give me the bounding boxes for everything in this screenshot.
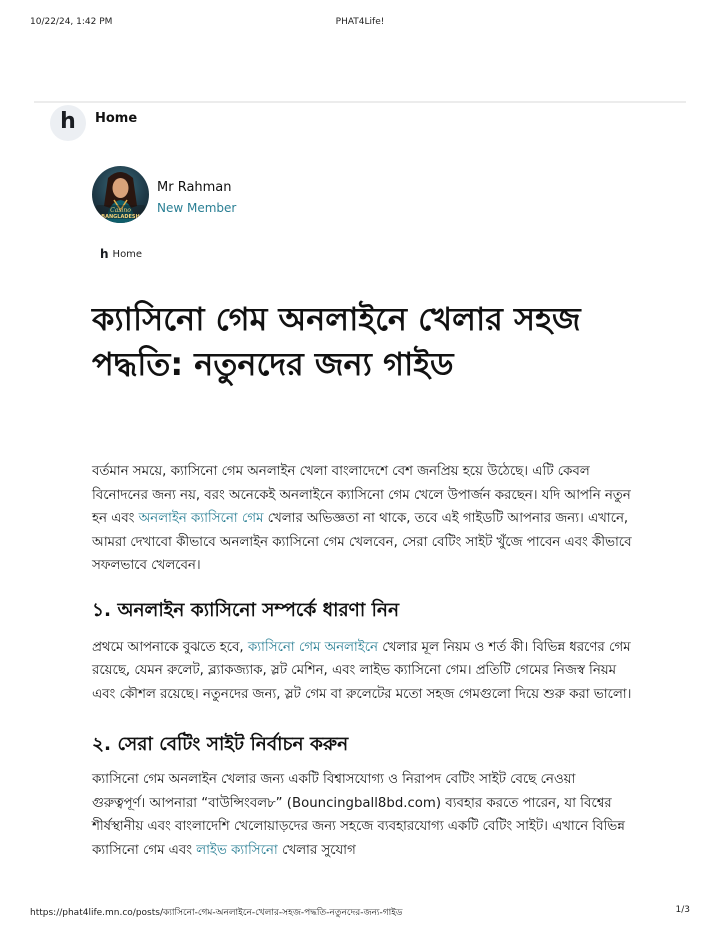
intro-link-online-casino[interactable]: অনলাইন ক্যাসিনো গেম [138,511,264,526]
print-header [0,0,720,30]
print-footer [0,903,720,931]
avatar-image [92,166,149,223]
section2-paragraph [92,768,632,862]
section1-text-b: খেলার মূল নিয়ম ও শর্ত কী। বিভিন্ন ধরণের গেম রয়েছে, যেমন রুলেট, ব্ল্যাকজ্যাক, স্লট মেশিন, এবং লাইভ ক্যাসিনো গেম। প্রতিটি গেমের নিজস্ব নিয়ম এবং কৌশল রয়েছে। নতুনদের জন্য, স্লট গেম বা রুলেটের মতো সহজ গেমগুলো দিয়ে শুরু করা ভালো। [92,639,632,702]
section1-paragraph [92,636,632,707]
breadcrumb-logo-icon: h [100,247,109,261]
section1-heading: ১. অনলাইন ক্যাসিনো সম্পর্কে ধারণা নিন [92,599,400,621]
intro-text-b: খেলার অভিজ্ঞতা না থাকে, তবে এই গাইডটি আপনার জন্য। এখানে, আমরা দেখাবো কীভাবে অনলাইন ক্যাসিনো গেম খেলবেন, সেরা বেটিং সাইট খুঁজে পাবেন এবং কীভাবে সফলভাবে খেলবেন। [92,511,632,573]
section1-link-casino-game-online[interactable]: ক্যাসিনো গেম অনলাইনে [247,639,378,655]
article-title: ক্যাসিনো গেম অনলাইনে খেলার সহজ পদ্ধতি: নতুনদের জন্য গাইড [92,300,581,383]
intro-text-a: বর্তমান সময়ে, ক্যাসিনো গেম অনলাইন খেলা বাংলাদেশে বেশ জনপ্রিয় হয়ে উঠেছে। এটি কেবল বিনোদনের জন্য নয়, বরং অনেকেই অনলাইনে ক্যাসিনো গেম খেলে উপার্জন করছেন। যদি আপনি নতুন হন এবং [92,464,631,526]
logo-letter: h [60,109,76,134]
section1-text-a: প্রথমে আপনাকে বুঝতে হবে, [92,639,248,655]
author-role: New Member [157,201,237,215]
site-logo[interactable] [50,105,86,141]
avatar[interactable] [92,166,149,223]
section2-text-a: ক্যাসিনো গেম অনলাইন খেলার জন্য একটি বিশ্বাসযোগ্য ও নিরাপদ বেটিং সাইট বেছে নেওয়া গুরুত্বপূর্ণ। আপনারা “বাউন্সিংবল৮” (Bouncingball8bd.com) ব্যবহার করতে পারেন, যা বিশ্বের শীর্ষস্থানীয় এবং বাংলাদেশি খেলোয়াড়দের জন্য সহজে ব্যবহারযোগ্য একটি বেটিং সাইট। এখানে বিভিন্ন ক্যাসিনো গেম এবং [92,772,625,858]
breadcrumb-home-link[interactable]: Home [112,248,143,260]
print-datetime: 10/22/24, 1:42 PM [30,17,113,27]
top-nav [34,101,686,147]
avatar-text-bangladesh: BANGLADESH [101,214,140,220]
author-name[interactable]: Mr Rahman [157,180,232,195]
intro-paragraph [92,460,632,578]
print-site-title: PHAT4Life! [335,17,385,27]
avatar-text-casino: Casino [110,207,131,214]
section2-heading: ২. সেরা বেটিং সাইট নির্বাচন করুন [92,734,349,755]
print-page-number: 1/3 [675,905,690,915]
article-body [92,460,632,862]
section2-text-b: খেলার সুযোগ [277,842,356,858]
breadcrumb [100,247,142,261]
section2-link-live-casino[interactable]: লাইভ ক্যাসিনো [196,842,278,858]
nav-home-link[interactable]: Home [95,111,138,126]
print-url: https://phat4life.mn.co/posts/ক্যাসিনো-গেম-অনলাইনে-খেলার-সহজ-পদ্ধতি-নতুনদের-জন্য-গাইড [30,908,403,918]
